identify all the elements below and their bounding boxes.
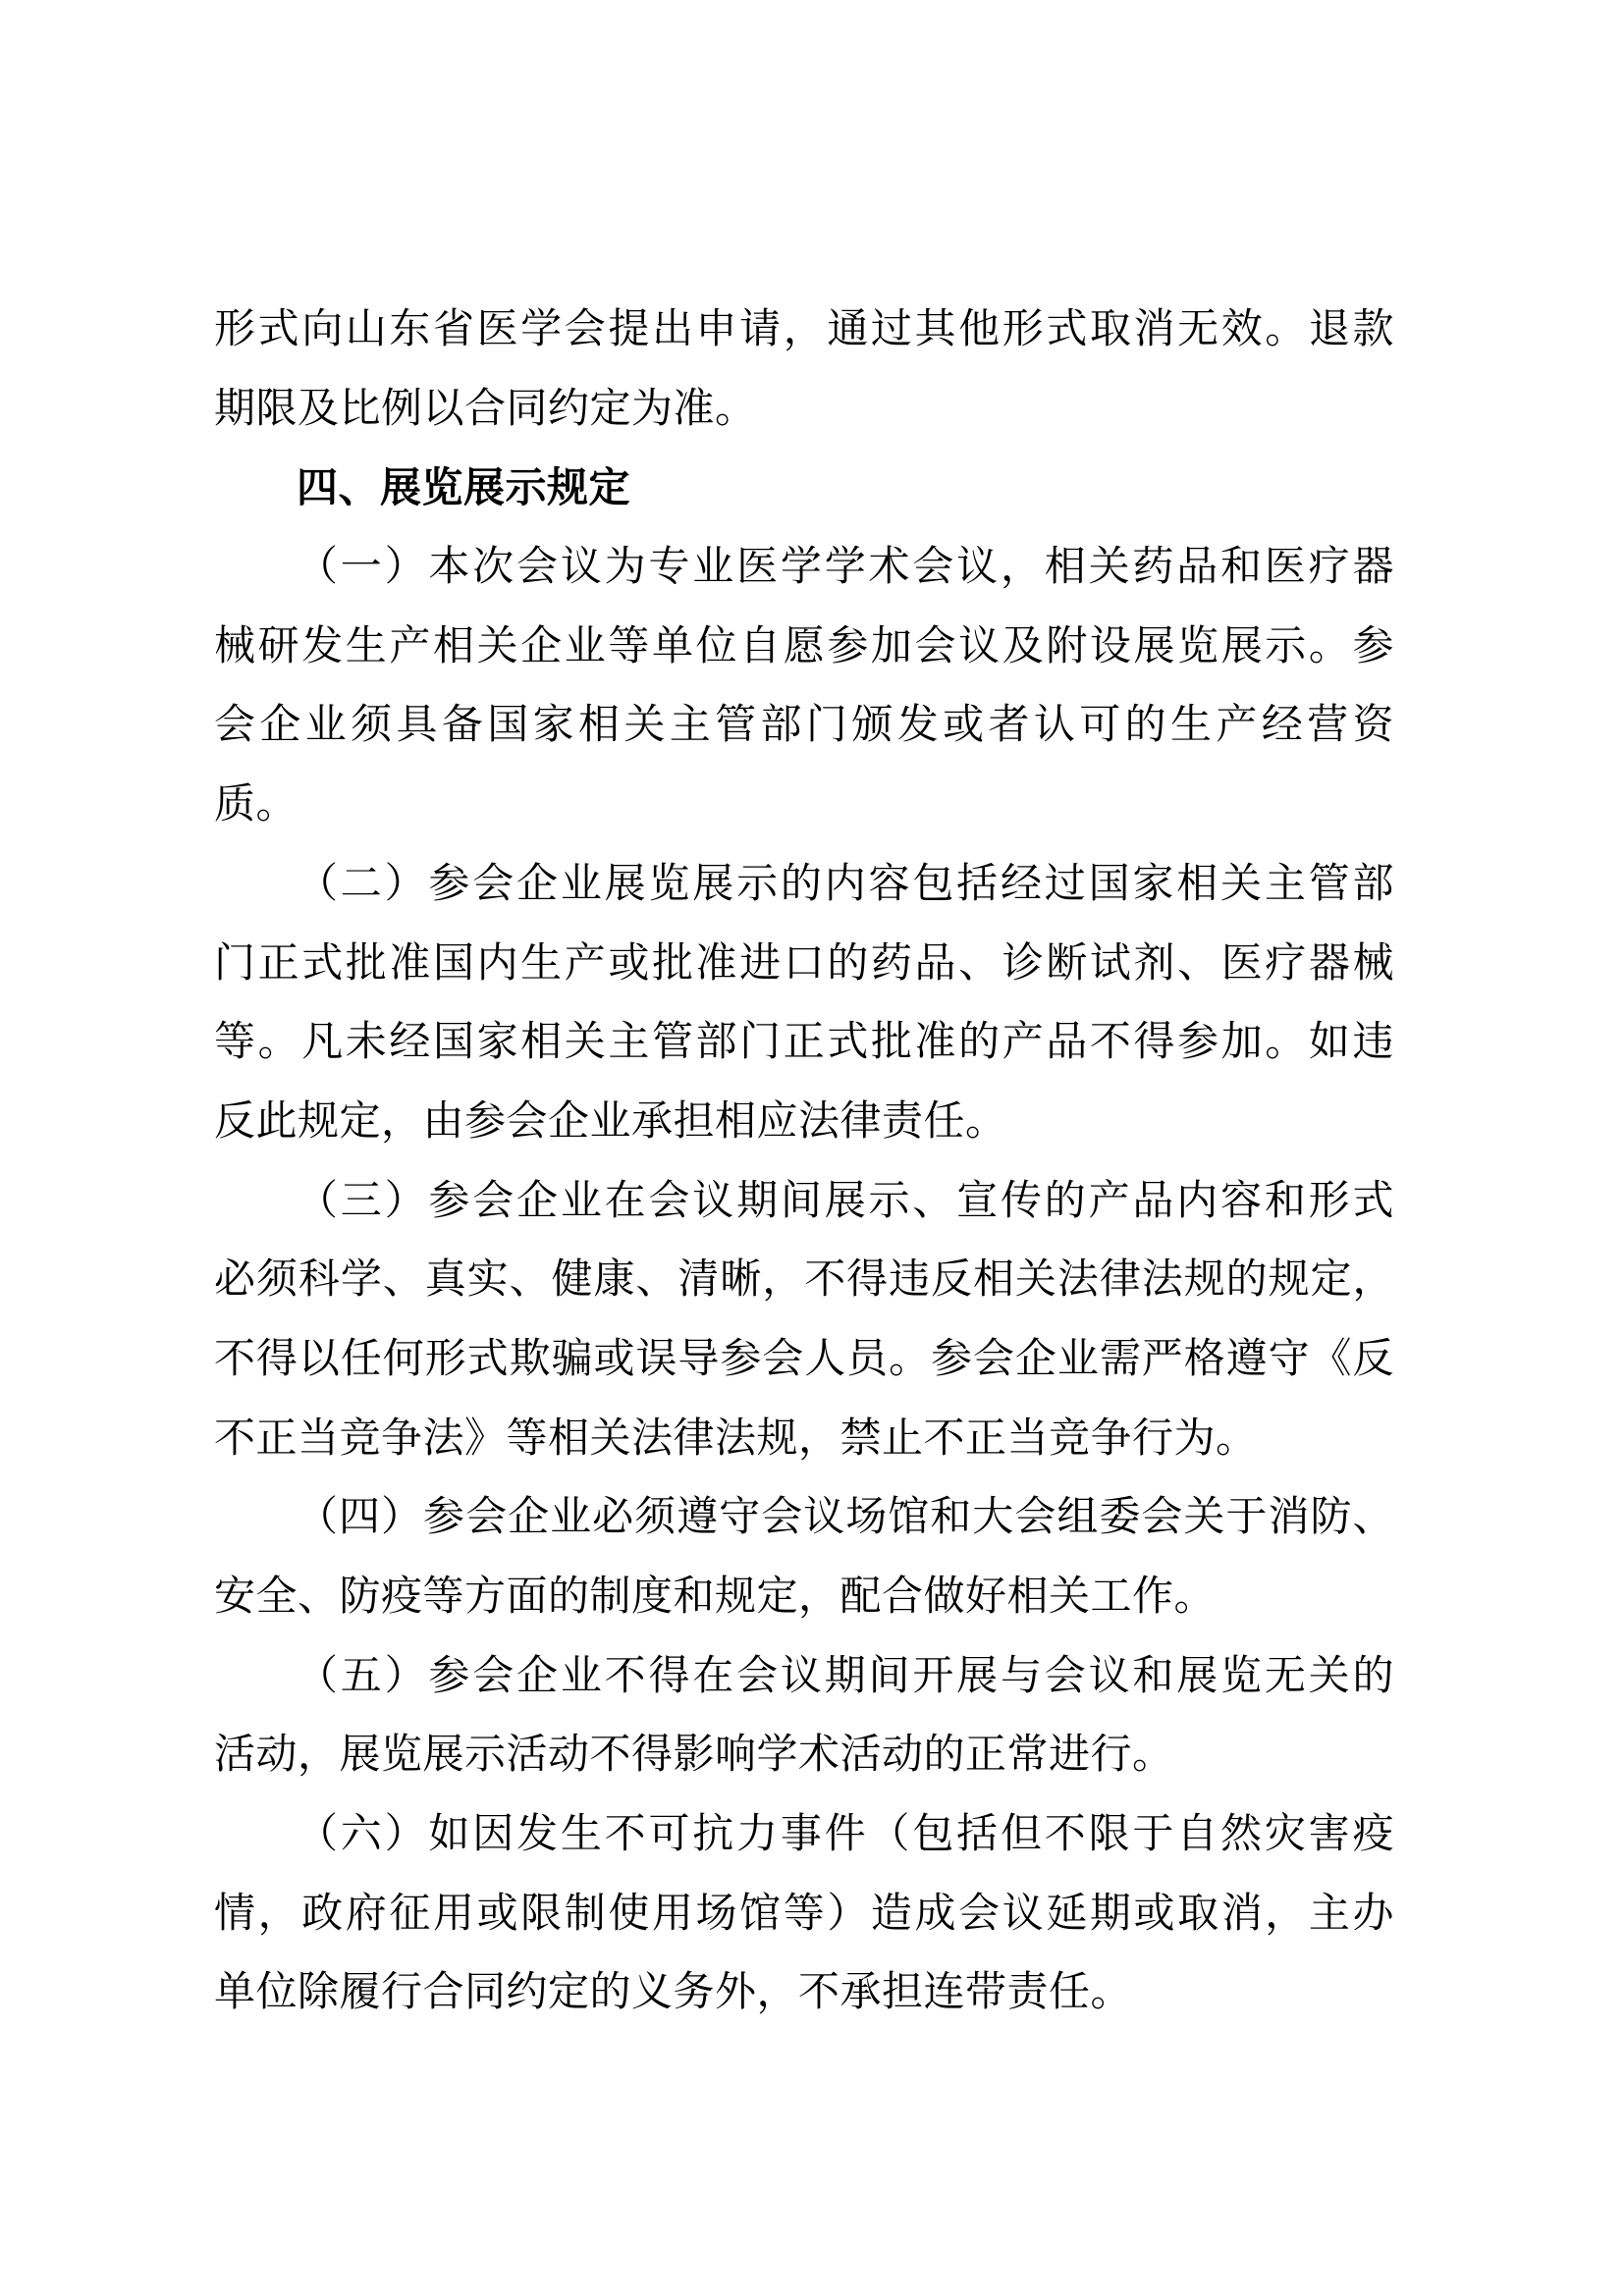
body-line: 质。	[214, 782, 298, 828]
section-heading: 四、展览展示规定	[297, 464, 631, 511]
body-line: （一）本次会议为专业医学学术会议，相关药品和医疗器	[297, 545, 1394, 591]
body-line: （四）参会企业必须遵守会议场馆和大会组委会关于消防、	[297, 1495, 1394, 1541]
body-line: （五）参会企业不得在会议期间开展与会议和展览无关的	[297, 1653, 1394, 1699]
body-line: （二）参会企业展览展示的内容包括经过国家相关主管部	[297, 861, 1394, 907]
body-line: 不正当竞争法》等相关法律法规，禁止不正当竞争行为。	[214, 1415, 1258, 1462]
body-line: 形式向山东省医学会提出申请，通过其他形式取消无效。退款	[214, 307, 1394, 352]
body-line: 情，政府征用或限制使用场馆等）造成会议延期或取消，主办	[214, 1891, 1394, 1937]
body-line: 等。凡未经国家相关主管部门正式批准的产品不得参加。如违	[214, 1020, 1394, 1066]
body-line: 会企业须具备国家相关主管部门颁发或者认可的生产经营资	[214, 703, 1394, 749]
body-line: 活动，展览展示活动不得影响学术活动的正常进行。	[214, 1733, 1174, 1779]
body-line: 期限及比例以合同约定为准。	[214, 386, 757, 432]
body-line: （六）如因发生不可抗力事件（包括但不限于自然灾害疫	[297, 1812, 1394, 1858]
body-line: 必须科学、真实、健康、清晰，不得违反相关法律法规的规定，	[214, 1257, 1394, 1304]
body-line: 安全、防疫等方面的制度和规定，配合做好相关工作。	[214, 1575, 1217, 1620]
body-line: 单位除履行合同约定的义务外，不承担连带责任。	[214, 1970, 1133, 2016]
document-text-block	[214, 291, 1394, 2033]
body-line: 械研发生产相关企业等单位自愿参加会议及附设展览展示。参	[214, 623, 1394, 669]
body-line: 不得以任何形式欺骗或误导参会人员。参会企业需严格遵守《反	[214, 1336, 1394, 1382]
body-line: （三）参会企业在会议期间展示、宣传的产品内容和形式	[297, 1178, 1394, 1224]
body-line: 门正式批准国内生产或批准进口的药品、诊断试剂、医疗器械	[214, 940, 1394, 987]
body-line: 反此规定，由参会企业承担相应法律责任。	[214, 1098, 1007, 1145]
